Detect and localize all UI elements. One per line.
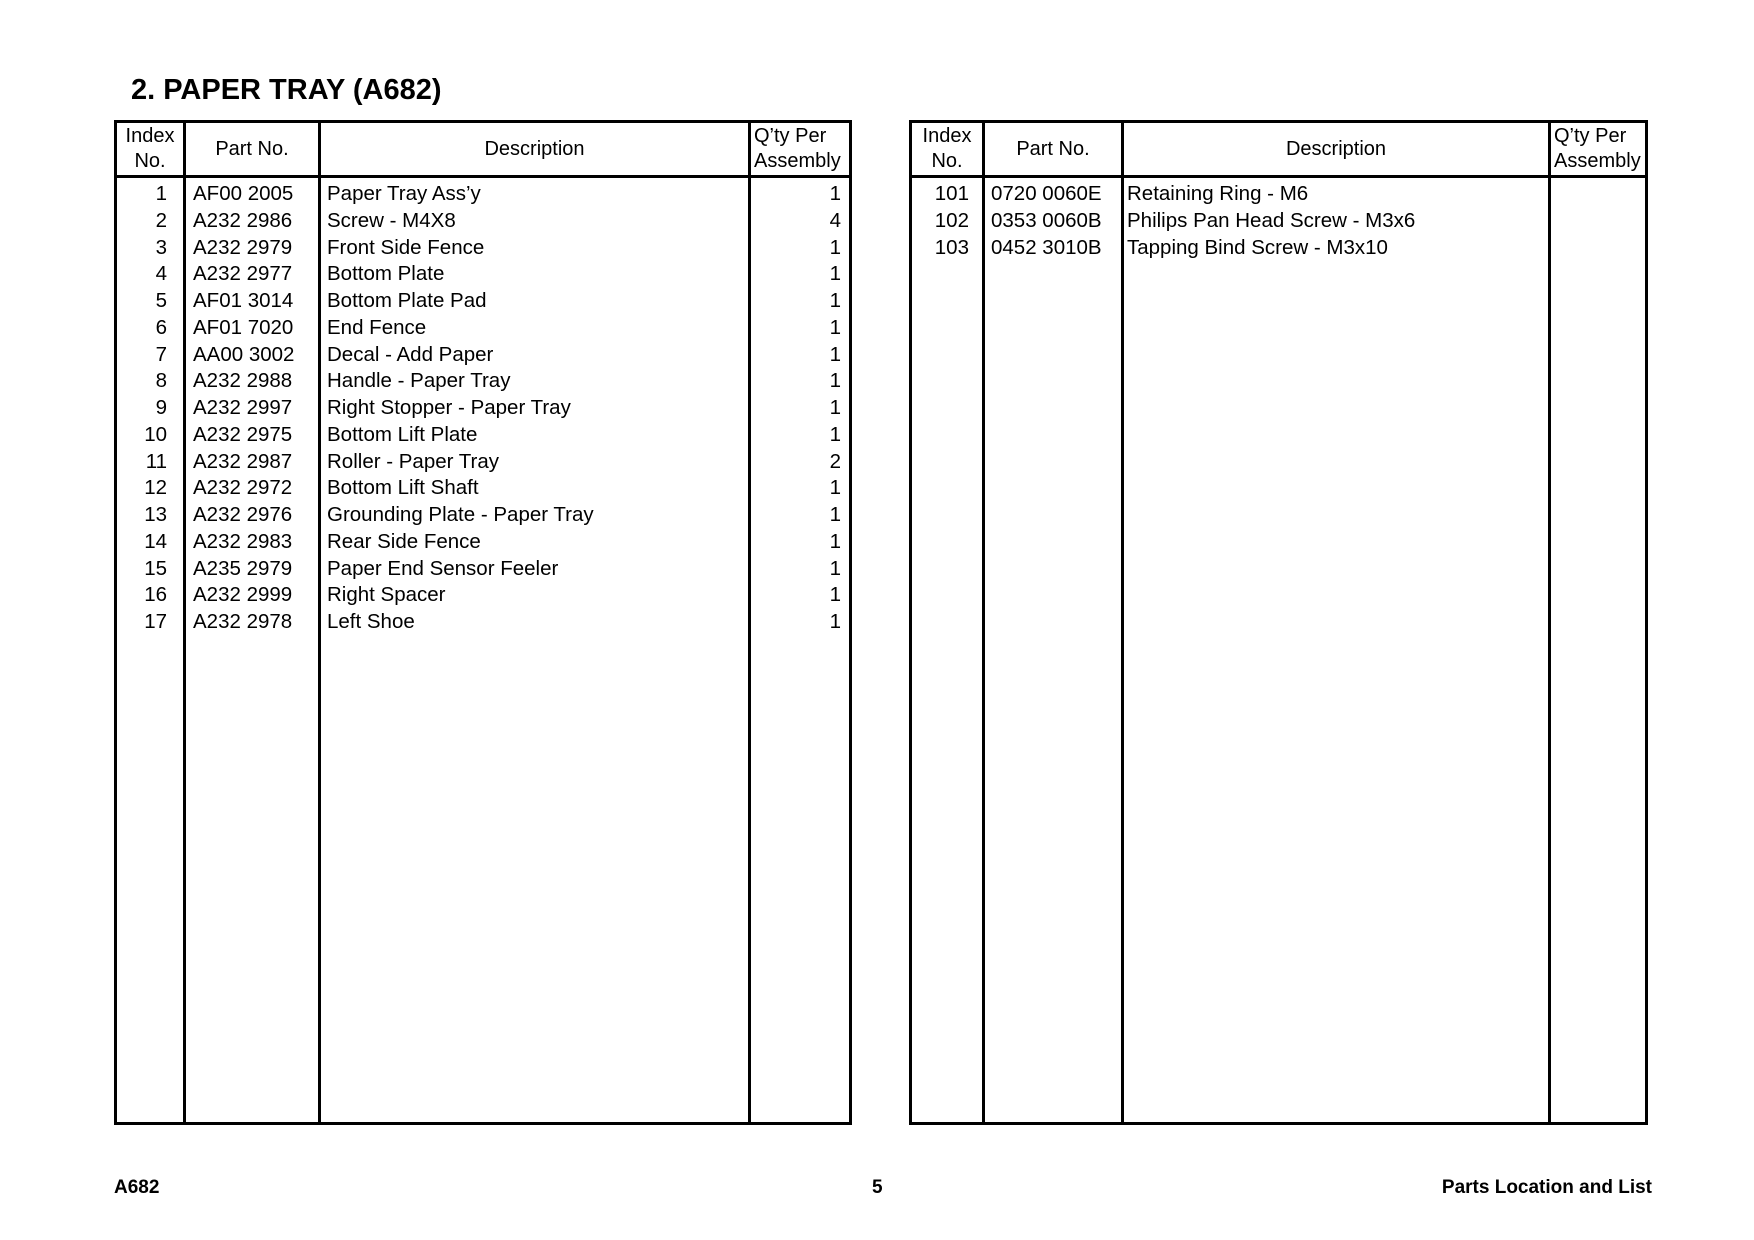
row-index: 17	[144, 610, 167, 633]
column-divider	[982, 123, 985, 1122]
row-index: 5	[155, 289, 167, 312]
table-row	[117, 235, 849, 262]
row-index: 103	[934, 235, 969, 259]
left-table-body	[117, 181, 849, 636]
row-description: Front Side Fence	[327, 235, 485, 259]
row-part-no: A232 2975	[193, 422, 293, 446]
row-part-no: A232 2987	[193, 449, 293, 473]
row-index: 14	[144, 529, 167, 553]
header-qty-line2: Assembly	[1554, 150, 1641, 172]
table-row	[117, 609, 849, 636]
footer-model: A682	[114, 1177, 160, 1198]
row-index: 4	[155, 262, 167, 286]
row-index: 12	[144, 476, 167, 500]
row-index: 7	[155, 342, 167, 366]
table-row	[117, 368, 849, 395]
header-index-line2: No.	[931, 150, 963, 172]
table-row	[117, 208, 849, 235]
row-qty: 1	[829, 529, 841, 553]
row-index: 6	[155, 315, 167, 339]
row-description: Retaining Ring - M6	[1127, 182, 1309, 205]
row-index: 102	[934, 208, 969, 232]
header-part-no-label: Part No.	[215, 137, 289, 160]
row-description: Tapping Bind Screw - M3x10	[1127, 235, 1388, 259]
table-row	[117, 529, 849, 556]
row-part-no: A232 2983	[193, 529, 293, 553]
row-part-no: A232 2978	[193, 610, 293, 633]
row-index: 2	[155, 208, 167, 232]
header-qty	[751, 123, 849, 175]
header-part-no	[186, 123, 318, 175]
table-row	[117, 261, 849, 288]
row-qty: 1	[829, 556, 841, 580]
header-description	[1124, 123, 1548, 175]
row-qty: 1	[829, 396, 841, 419]
right-table-body	[912, 181, 1645, 261]
row-qty: 1	[829, 315, 841, 339]
row-description: Bottom Lift Shaft	[327, 476, 479, 500]
table-row	[117, 315, 849, 342]
row-description: Philips Pan Head Screw - M3x6	[1127, 208, 1416, 232]
row-description: Bottom Lift Plate	[327, 422, 478, 446]
row-qty: 1	[829, 369, 841, 393]
row-index: 1	[155, 182, 167, 205]
row-qty: 1	[829, 342, 841, 366]
table-row	[912, 181, 1645, 208]
header-qty-line1: Q’ty Per	[1554, 125, 1627, 147]
row-part-no: A232 2986	[193, 208, 293, 232]
left-parts-table	[114, 120, 852, 1125]
table-row	[117, 502, 849, 529]
header-divider	[912, 175, 1645, 178]
header-index-line1: Index	[125, 125, 175, 147]
row-description: Paper Tray Ass’y	[327, 182, 481, 205]
row-qty: 1	[829, 583, 841, 607]
row-description: Left Shoe	[327, 610, 415, 633]
row-description: Rear Side Fence	[327, 529, 481, 553]
row-part-no: 0452 3010B	[991, 235, 1102, 259]
row-description: Right Spacer	[327, 583, 446, 607]
table-row	[117, 395, 849, 422]
row-description: Right Stopper - Paper Tray	[327, 396, 571, 419]
row-description: Roller - Paper Tray	[327, 449, 500, 473]
table-row	[117, 556, 849, 583]
row-index: 11	[145, 449, 167, 473]
footer-section-title: Parts Location and List	[1441, 1177, 1652, 1198]
header-index-line2: No.	[134, 150, 166, 172]
row-part-no: A232 2988	[193, 369, 293, 393]
row-part-no: A232 2999	[193, 583, 293, 607]
row-part-no: A232 2977	[193, 262, 293, 286]
row-part-no: AA00 3002	[193, 342, 295, 366]
row-qty: 1	[829, 235, 841, 259]
row-part-no: 0720 0060E	[991, 182, 1102, 205]
row-index: 13	[144, 503, 167, 526]
column-divider	[1121, 123, 1124, 1122]
row-description: Bottom Plate	[327, 262, 445, 286]
header-index	[117, 123, 183, 175]
header-qty-line1: Q’ty Per	[754, 125, 827, 147]
row-index: 8	[155, 369, 167, 393]
header-description	[321, 123, 748, 175]
row-qty: 1	[829, 422, 841, 446]
row-qty: 2	[829, 449, 841, 473]
row-part-no: A232 2972	[193, 476, 293, 500]
row-part-no: AF01 7020	[193, 315, 294, 339]
table-row	[912, 235, 1645, 262]
row-description: Handle - Paper Tray	[327, 369, 511, 393]
header-description-label: Description	[1285, 137, 1387, 160]
header-part-no	[985, 123, 1121, 175]
table-row	[117, 181, 849, 208]
page-title: 2. PAPER TRAY (A682)	[131, 74, 442, 106]
row-description: Bottom Plate Pad	[327, 289, 487, 312]
table-row	[912, 208, 1645, 235]
table-row	[117, 288, 849, 315]
row-part-no: A232 2979	[193, 235, 293, 259]
header-qty	[1551, 123, 1645, 175]
header-index	[912, 123, 982, 175]
row-part-no: A232 2997	[193, 396, 293, 419]
row-part-no: A232 2976	[193, 503, 293, 526]
footer-page-number: 5	[872, 1177, 883, 1198]
header-part-no-label: Part No.	[1016, 137, 1090, 160]
row-index: 15	[144, 556, 167, 580]
row-part-no: A235 2979	[193, 556, 293, 580]
header-divider	[117, 175, 849, 178]
row-qty: 4	[829, 208, 841, 232]
header-qty-line2: Assembly	[754, 150, 841, 172]
row-qty: 1	[829, 182, 841, 205]
row-description: End Fence	[327, 315, 427, 339]
table-row	[117, 582, 849, 609]
row-index: 3	[155, 235, 167, 259]
table-row	[117, 422, 849, 449]
row-description: Screw - M4X8	[327, 208, 456, 232]
row-qty: 1	[829, 262, 841, 286]
row-part-no: 0353 0060B	[991, 208, 1102, 232]
header-index-line1: Index	[922, 125, 972, 147]
table-row	[117, 449, 849, 476]
row-description: Paper End Sensor Feeler	[327, 556, 559, 580]
row-qty: 1	[829, 503, 841, 526]
row-qty: 1	[829, 610, 841, 633]
row-description: Grounding Plate - Paper Tray	[327, 503, 594, 526]
row-index: 16	[144, 583, 167, 607]
row-qty: 1	[829, 476, 841, 500]
row-part-no: AF01 3014	[193, 289, 294, 312]
row-index: 9	[155, 396, 167, 419]
row-index: 10	[144, 422, 167, 446]
header-description-label: Description	[484, 137, 585, 160]
row-qty: 1	[829, 289, 841, 312]
right-parts-table	[909, 120, 1648, 1125]
column-divider	[1548, 123, 1551, 1122]
table-row	[117, 342, 849, 369]
row-part-no: AF00 2005	[193, 182, 294, 205]
row-index: 101	[934, 182, 969, 205]
table-row	[117, 475, 849, 502]
row-description: Decal - Add Paper	[327, 342, 494, 366]
